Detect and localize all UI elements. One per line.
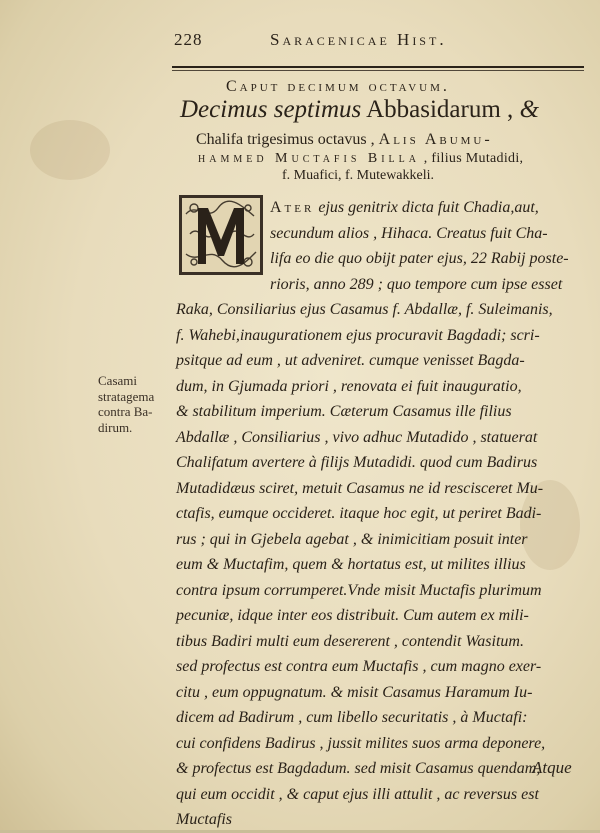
body-line: citu , eum oppugnatum. & misit Casamus Haramum Iu- — [176, 683, 533, 701]
title-italic: Decimus septimus — [180, 96, 362, 123]
body-line: dicem ad Badirum , cum libello securitatis , à Muctafi: — [176, 709, 528, 726]
body-line: f. Wahebi,inaugurationem ejus procuravit Bagdadi; scri- — [176, 326, 540, 344]
body-line: qui eum occidit , & caput ejus illi attulit , ac reversus est — [176, 785, 539, 803]
body-line: lifa eo die quo obijt pater ejus, 22 Rabij poste- — [270, 250, 569, 267]
margin-note-line: dirum. — [98, 419, 133, 435]
body-line — [176, 195, 586, 221]
margin-note-line: stratagema — [98, 388, 155, 404]
body-line: & profectus est Bagdadum. sed misit Casamus quendam, — [176, 760, 541, 777]
title-ampersand: & — [519, 96, 540, 123]
margin-note-line: contra Ba- — [98, 404, 153, 419]
body-line: Abdallæ , Consiliarius , vivo adhuc Mutadido , statuerat — [176, 428, 538, 446]
chapter-heading: Caput decimum octavum. — [226, 78, 450, 95]
chapter-title — [180, 96, 539, 124]
subtitle-line-1 — [196, 131, 493, 149]
body-line: Mutadidæus sciret, metuit Casamus ne id rescisceret Mu- — [176, 479, 544, 497]
body-line: rioris, anno 289 ; quo tempore cum ipse esset — [270, 275, 563, 293]
body-line: Chalifatum avertere à filijs Mutadidi. quod cum Badirus — [176, 454, 538, 471]
body-line: tibus Badiri multi eum desererent , contendit Wasitum. — [176, 632, 524, 650]
body-line: rus ; qui in Gjebela agebat , & inimicitiam posuit inter — [176, 530, 528, 548]
body-line: sed profectus est contra eum Muctafis , cum magno exer- — [176, 658, 542, 675]
margin-note-line: Casami — [98, 373, 137, 388]
subtitle-name: Alis Abumu- — [378, 131, 493, 148]
first-word: Ater — [270, 199, 315, 216]
paper-stain — [30, 120, 110, 180]
body-line: & stabilitum imperium. Cæterum Casamus ille filius — [176, 403, 512, 420]
subtitle-line-2 — [198, 151, 523, 167]
subtitle-text: , filius Mutadidi, — [420, 151, 524, 166]
body-line: Muctafis — [176, 811, 232, 828]
body-line: pecuniæ, idque inter eos distribuit. Cum autem ex mili- — [176, 607, 529, 624]
body-line: ctafis, eumque occideret. itaque hoc egit, ut periret Badi- — [176, 505, 542, 522]
body-line: eum & Muctafim, quem & hortatus est, ut milites illius — [176, 556, 526, 573]
running-title: Saracenicae Hist. — [270, 30, 447, 49]
subtitle-name: hammed Muctafis Billa — [198, 151, 420, 166]
body-text — [176, 195, 586, 833]
subtitle-text: Chalifa trigesimus octavus , — [196, 131, 379, 148]
margin-note — [98, 373, 178, 435]
header-rule — [172, 66, 584, 68]
running-head — [170, 30, 590, 54]
title-roman: Abbasidarum , — [361, 96, 520, 123]
body-line: psitque ad eum , ut adveniret. cumque venisset Bagda- — [176, 352, 525, 369]
catchword: Atque — [532, 758, 572, 777]
body-line: Raka, Consiliarius ejus Casamus f. Abdallæ, f. Suleimanis, — [176, 301, 553, 318]
page-number: 228 — [174, 30, 203, 49]
header-rule-thin — [172, 70, 584, 71]
subtitle-line-3: f. Muafici, f. Mutewakkeli. — [282, 168, 435, 183]
body-line: secundum alios , Hihaca. Creatus fuit Cha- — [270, 224, 548, 242]
body-line: cui confidens Badirus , jussit milites suos arma deponere, — [176, 734, 546, 752]
body-line-text: ejus genitrix dicta fuit Chadia,aut, — [314, 199, 539, 216]
body-line: contra ipsum corrumperet.Vnde misit Muctafis plurimum — [176, 581, 542, 599]
body-line: dum, in Gjumada priori , renovata ei fuit inauguratio, — [176, 377, 522, 395]
